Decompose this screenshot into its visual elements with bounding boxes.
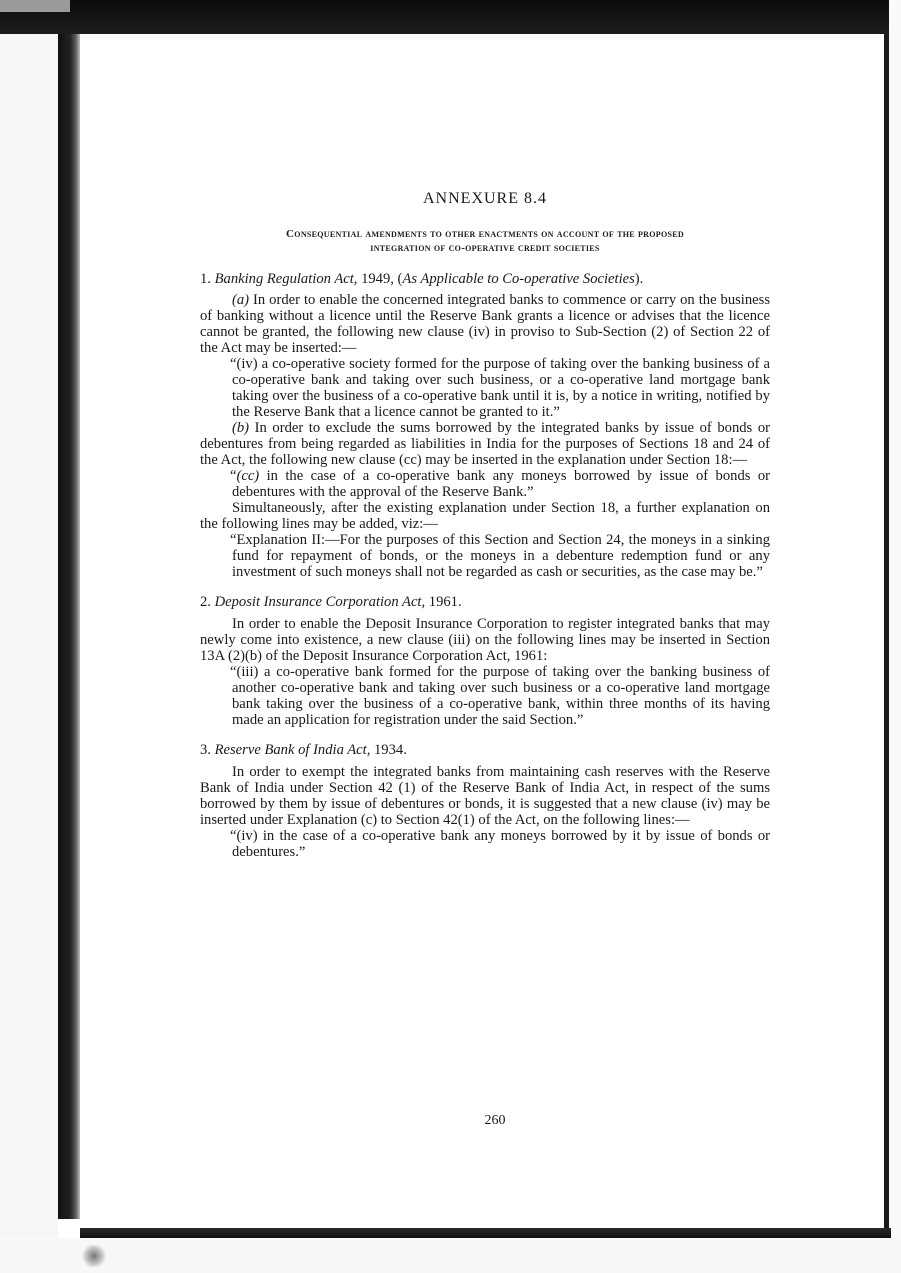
section-1-year: 1949, (: [357, 271, 403, 287]
scan-bottom-margin: [0, 1238, 901, 1273]
scan-top-border: [0, 0, 901, 34]
para-a-label: (a): [232, 292, 250, 308]
heading-line-1: Consequential amendments to other enactments on account of the proposed: [286, 228, 684, 240]
section-1-act-name: Banking Regulation Act,: [214, 271, 358, 287]
para-a-text: In order to enable the concerned integrated banks to commence or carry on the business of banking without a licence until the Reserve Bank grants a licence or advises that the licence cannot be granted, the following new clause (iv) in proviso to Sub-Section (2) of Section 22 of the Act may be inserted:—: [200, 292, 770, 356]
section-3-year: 1934.: [370, 742, 407, 758]
heading-line-2: integration of co-operative credit societies: [370, 242, 600, 254]
section-3-quote-iv: “(iv) in the case of a co-operative bank any moneys borrowed by it by issue of bonds or debentures.”: [230, 828, 770, 860]
quote-cc-text: in the case of a co-operative bank any moneys borrowed by issue of bonds or debentures with the approval of the Reserve Bank.”: [232, 468, 770, 500]
section-2-number: 2.: [200, 594, 211, 610]
section-1-title: [200, 271, 770, 287]
section-3-act-name: Reserve Bank of India Act,: [214, 742, 371, 758]
scan-left-margin: [0, 34, 58, 1273]
quote-cc-open: “: [230, 468, 237, 484]
scan-right-margin: [889, 0, 901, 1273]
section-1-qualifier: As Applicable to Co-operative Societies: [402, 271, 635, 287]
section-1-quote-cc: [200, 468, 770, 500]
annexure-title: ANNEXURE 8.4: [423, 190, 547, 207]
section-1-para-a: [200, 292, 770, 356]
section-1-number: 1.: [200, 271, 211, 287]
section-1-explanation: “Explanation II:—For the purposes of this Section and Section 24, the moneys in a sinking fund for repayment of bonds, or the moneys in a debenture redemption fund or any investment of such moneys shall not be regarded as cash or securities, as the case may be.”: [230, 532, 770, 580]
page-number: 260: [484, 1113, 506, 1128]
para-b-text: In order to exclude the sums borrowed by the integrated banks by issue of bonds or debentures from being regarded as liabilities in India for the purposes of Sections 18 and 24 of the Act, the following new clause (cc) may be inserted in the explanation under Section 18:—: [200, 420, 770, 468]
section-2-act-name: Deposit Insurance Corporation Act,: [214, 594, 426, 610]
section-3-title: [200, 742, 770, 758]
scan-corner-shadow: [0, 0, 70, 12]
section-1-quote-iv: “(iv) a co-operative society formed for the purpose of taking over the banking business of a co-operative bank and taking over such business, or a co-operative land mortgage bank taking over the business of a co-operative bank until it is, by a notice in writing, notified by the Reserve Bank that a licence cannot be granted to it.”: [230, 356, 770, 420]
section-3-number: 3.: [200, 742, 211, 758]
section-1-para-b: [200, 420, 770, 468]
scan-speck: [80, 1245, 108, 1267]
section-2-year: 1961.: [425, 594, 462, 610]
section-2-quote-iii: “(iii) a co-operative bank formed for the purpose of taking over the banking business of another co-operative bank and taking over such business or a co-operative land mortgage bank taking over the business of a co-operative bank, within three months of its having made an application for registration under the said Section.”: [230, 664, 770, 728]
section-1-simultaneously: Simultaneously, after the existing explanation under Section 18, a further explanation on the following lines may be added, viz:—: [200, 500, 770, 532]
document-page: [200, 190, 770, 860]
section-2-title: [200, 594, 770, 610]
scan-bottom-border: [80, 1228, 891, 1238]
quote-cc-label: (cc): [236, 468, 260, 484]
section-1-close: ).: [634, 271, 644, 287]
section-3-para: In order to exempt the integrated banks from maintaining cash reserves with the Reserve Bank of India under Section 42 (1) of the Reserve Bank of India Act, in respect of the sums borrowed by them by issue of debentures or bonds, it is suggested that a new clause (iv) may be inserted under Explanation (c) to Section 42(1) of the Act, on the following lines:—: [200, 764, 770, 828]
scan-left-border: [58, 34, 80, 1219]
para-b-label: (b): [232, 420, 250, 436]
document-heading: [200, 227, 770, 255]
section-2-para: In order to enable the Deposit Insurance Corporation to register integrated banks that may newly come into existence, a new clause (iii) on the following lines may be inserted in Section 13A (2)(b) of the Deposit Insurance Corporation Act, 1961:: [200, 616, 770, 664]
